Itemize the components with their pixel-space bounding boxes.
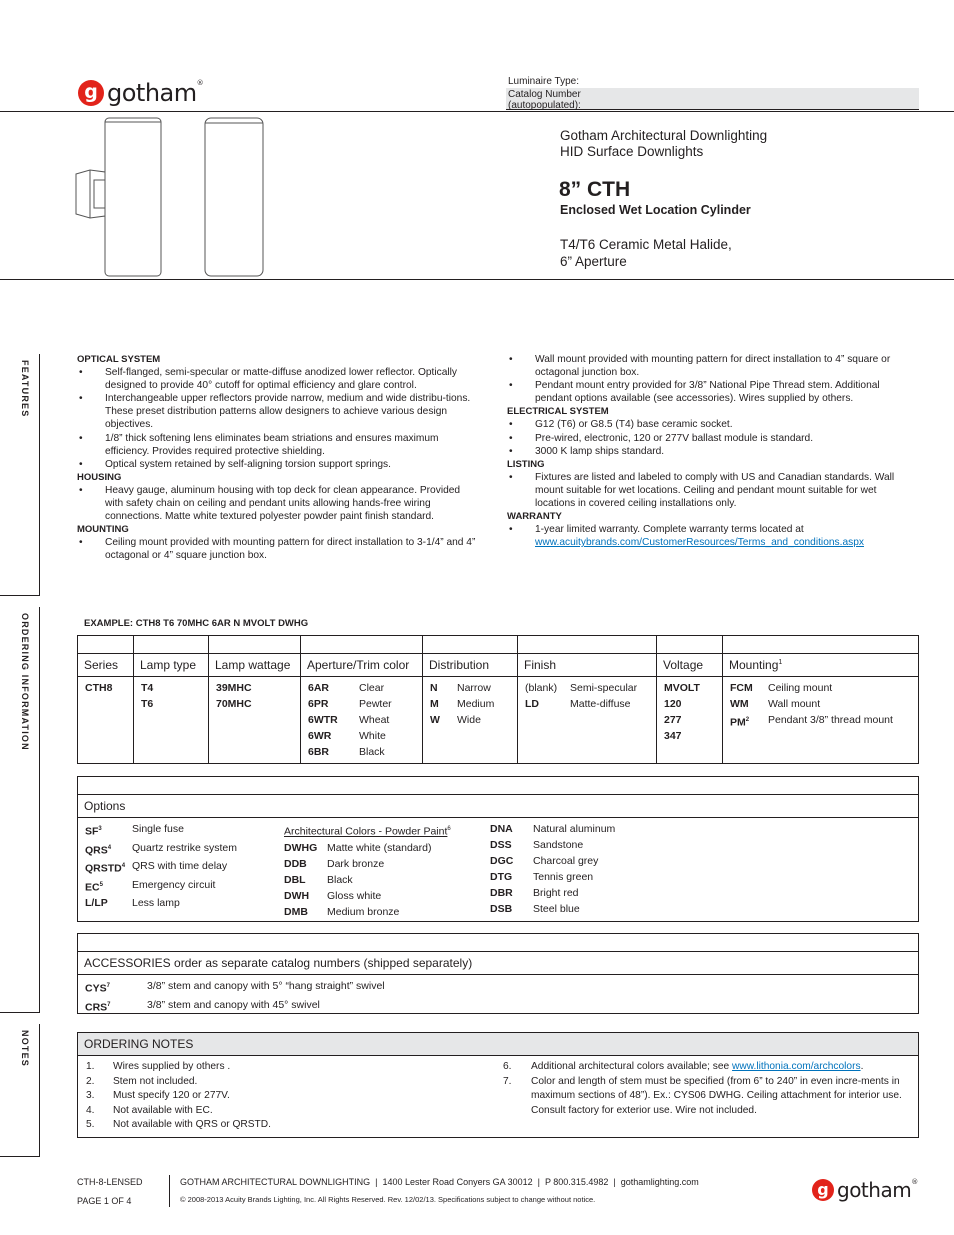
distribution-desc: Wide <box>457 714 481 726</box>
col-header-wrap <box>657 654 722 677</box>
series-values <box>78 677 133 699</box>
warranty-text: 1-year limited warranty. Complete warranty terms located at <box>535 524 804 536</box>
footer-page: PAGE 1 OF 4 <box>77 1196 132 1206</box>
mounting-code <box>730 696 768 712</box>
feature-bullet: • Pre-wired, electronic, 120 or 277V ballast module is standard. <box>507 432 917 445</box>
trim-row <box>308 696 415 712</box>
header-distribution: Distribution <box>423 654 517 677</box>
option-row <box>85 840 285 859</box>
luminaire-type-label: Luminaire Type: <box>508 76 579 87</box>
feature-bullet: • Wall mount provided with mounting pattern for direct installation to 4” square or octagonal junction box. <box>507 353 917 379</box>
color-desc: Bright red <box>533 887 579 899</box>
gotham-logo-mark: g <box>78 80 104 106</box>
color-row <box>490 837 710 853</box>
color-desc: Gloss white <box>327 889 382 902</box>
voltage-code: 347 <box>664 730 682 742</box>
color-desc: Sandstone <box>533 839 584 851</box>
option-code-text: EC <box>85 881 100 893</box>
mounting-desc: Wall mount <box>768 698 821 710</box>
logo-reg: ® <box>196 79 204 87</box>
trim-row <box>308 744 415 760</box>
color-row <box>284 872 484 888</box>
color-desc: Medium bronze <box>327 905 400 918</box>
trim-desc: Clear <box>359 682 385 694</box>
note-text: Stem not included. <box>113 1075 198 1087</box>
product-subtitle: Enclosed Wet Location Cylinder <box>560 203 751 217</box>
accessories-bar <box>78 934 918 952</box>
distribution-desc: Medium <box>457 698 495 710</box>
header-mounting-label: Mounting <box>729 658 779 672</box>
wattage-code: 39MHC <box>216 682 252 694</box>
feature-bullet <box>507 523 917 549</box>
arch-colors-1 <box>284 821 484 920</box>
feature-bullet: • Pendant mount entry provided for 3/8” National Pipe Thread stem. Additional pendant options available (see accessories). Wires supplied by others. <box>507 379 917 405</box>
option-row <box>85 895 285 911</box>
mounting-row <box>730 712 911 731</box>
accessory-desc: 3/8” stem and canopy with 45° swivel <box>147 998 320 1011</box>
header-finish: Finish <box>518 654 656 677</box>
wattage-code: 70MHC <box>216 698 252 710</box>
footer-logo-word <box>837 1178 918 1202</box>
feature-bullet: • Optical system retained by self-aligning torsion support springs. <box>77 458 481 471</box>
mounting-row <box>730 680 911 696</box>
distribution-code: W <box>430 714 440 726</box>
col-bar <box>723 636 918 654</box>
option-desc: Less lamp <box>132 897 180 909</box>
color-desc: Charcoal grey <box>533 855 599 867</box>
color-code: DDB <box>284 857 307 870</box>
color-desc: Black <box>327 873 353 886</box>
ordering-table <box>77 635 919 764</box>
lamp-type-values <box>134 677 208 715</box>
option-code-text: QRSTD <box>85 862 122 875</box>
distribution-code: M <box>430 698 439 710</box>
finish-desc: Semi-specular <box>570 682 638 694</box>
col-header-wrap <box>723 654 918 677</box>
col-mounting <box>723 636 918 763</box>
arch-colors-heading <box>284 821 484 840</box>
mounting-heading: MOUNTING <box>77 524 129 536</box>
color-desc: Dark bronze <box>327 857 385 870</box>
col-header-wrap <box>134 654 208 677</box>
finish-code: (blank) <box>525 682 558 694</box>
note-num: 1. <box>86 1061 95 1072</box>
mounting-desc: Pendant 3/8” thread mount <box>768 714 893 726</box>
note-row <box>86 1089 486 1104</box>
footer-doc-id: CTH-8-LENSED <box>77 1177 143 1187</box>
note-num: 2. <box>86 1075 95 1087</box>
header-lamp-type: Lamp type <box>134 654 208 677</box>
trim-row <box>308 680 415 696</box>
color-code: DWHG <box>284 841 318 854</box>
note-row <box>503 1075 915 1119</box>
side-tab-features-label: FEATURES <box>20 360 30 418</box>
header-voltage: Voltage <box>657 654 722 677</box>
distribution-code: N <box>430 682 438 694</box>
col-header-wrap <box>78 654 133 677</box>
distribution-values <box>423 677 517 731</box>
note-row <box>86 1075 486 1090</box>
options-list <box>85 821 285 911</box>
arch-colors-heading-text: Architectural Colors - Powder Paint <box>284 825 448 838</box>
header-rule-bottom <box>0 279 954 280</box>
note-text: Not available with EC. <box>113 1104 213 1116</box>
color-desc: Tennis green <box>533 871 594 883</box>
trim-desc: Wheat <box>359 714 390 726</box>
color-row <box>490 885 710 901</box>
feature-bullet: • 1/8” thick softening lens eliminates beam striations and ensures maximum efficiency. Provides required protective shielding. <box>77 432 481 458</box>
note6-text: Additional architectural colors available; see <box>531 1061 733 1072</box>
color-code: DGC <box>490 855 514 867</box>
wattage-values <box>209 677 300 715</box>
electrical-heading: ELECTRICAL SYSTEM <box>507 406 609 418</box>
side-tab-ordering <box>0 607 40 1013</box>
trim-code: 6PR <box>308 698 329 710</box>
footer-logo <box>812 1178 918 1202</box>
product-line2: HID Surface Downlights <box>560 144 704 159</box>
color-code: DSB <box>490 903 513 915</box>
option-desc: Quartz restrike system <box>132 841 238 854</box>
finish-code: LD <box>525 698 539 710</box>
housing-heading: HOUSING <box>77 471 122 483</box>
finish-row <box>525 696 649 712</box>
color-row <box>284 840 484 856</box>
logo-word-text: gotham <box>107 79 197 107</box>
mounting-code-text: FCM <box>730 682 753 694</box>
color-desc: Natural aluminum <box>533 823 616 835</box>
trim-desc: Pewter <box>359 698 392 710</box>
option-code <box>85 895 132 911</box>
ordering-example: EXAMPLE: CTH8 T6 70MHC 6AR N MVOLT DWHG <box>84 618 309 629</box>
accessories-values <box>78 975 918 1018</box>
note-num: 7. <box>503 1075 512 1087</box>
listing-heading: LISTING <box>507 458 545 470</box>
accessory-sup: 7 <box>107 1001 111 1008</box>
option-desc: Emergency circuit <box>132 878 216 891</box>
header-mounting-sup: 1 <box>778 659 783 666</box>
col-header-wrap <box>518 654 656 677</box>
distribution-row <box>430 712 510 728</box>
col-bar <box>134 636 208 654</box>
header-series: Series <box>78 654 133 677</box>
option-row <box>85 858 285 877</box>
options-bar <box>78 777 918 795</box>
gotham-logo-word <box>107 79 203 107</box>
note-text: Not available with QRS or QRSTD. <box>113 1119 271 1131</box>
note-text <box>531 1060 863 1075</box>
color-desc: Steel blue <box>533 903 580 915</box>
arch-colors-2 <box>490 821 710 917</box>
option-row <box>85 821 285 840</box>
col-voltage <box>657 636 723 763</box>
option-sup: 5 <box>99 881 103 888</box>
mounting-values <box>723 677 918 734</box>
option-sup: 4 <box>107 844 112 851</box>
header-mounting <box>723 654 918 677</box>
series-code: CTH8 <box>85 682 113 694</box>
color-code: DBR <box>490 887 513 899</box>
color-code: DBL <box>284 873 306 886</box>
option-code <box>85 858 132 877</box>
ordering-notes <box>77 1032 919 1138</box>
feature-bullet: • Fixtures are listed and labeled to comply with US and Canadian standards. Wall mount suitable for wet locations. Ceiling and pendant mount suitable for wet locations in covered ceiling installations only. <box>507 471 917 510</box>
archcolors-link[interactable]: www.lithonia.com/archcolors <box>732 1061 861 1072</box>
note-row <box>86 1060 486 1075</box>
mounting-sup: 2 <box>745 717 750 723</box>
note6-end: . <box>860 1061 864 1072</box>
warranty-heading: WARRANTY <box>507 511 562 523</box>
color-row <box>284 856 484 872</box>
color-code: DWH <box>284 889 310 902</box>
color-row <box>490 869 710 885</box>
mounting-code <box>730 712 768 731</box>
mounting-desc: Ceiling mount <box>768 682 833 694</box>
color-code: DMB <box>284 905 308 918</box>
product-line1: Gotham Architectural Downlighting <box>560 128 768 143</box>
color-code: DSS <box>490 839 512 851</box>
accessory-code-text: CRS <box>85 1001 108 1013</box>
note-text: Color and length of stem must be specified (from 6” to 240” in even incre-ments in maximum sections of 48”). Ex.: CYS06 DWHG. Ceiling attachment for interior use. Consult factory for exterior use. Wire not included. <box>531 1075 902 1116</box>
mounting-code-text: PM <box>730 716 746 729</box>
option-code <box>85 877 132 896</box>
option-sup: 3 <box>98 826 102 832</box>
side-tab-notes-label: NOTES <box>20 1030 30 1068</box>
option-code-text: L/LP <box>85 897 108 909</box>
trim-row <box>308 712 415 728</box>
color-row <box>490 901 710 917</box>
option-desc: QRS with time delay <box>132 860 228 872</box>
product-desc2: 6” Aperture <box>560 254 627 269</box>
accessory-row <box>85 978 911 997</box>
catalog-number-label: Catalog Number <box>508 89 581 100</box>
header-wattage: Lamp wattage <box>209 654 300 677</box>
finish-values <box>518 677 656 715</box>
footer-logo-word-text: gotham <box>837 1178 912 1202</box>
col-lamp-type <box>134 636 209 763</box>
optical-heading: OPTICAL SYSTEM <box>77 354 161 365</box>
page-title: 8” CTH <box>559 178 631 201</box>
trim-code: 6WTR <box>308 714 338 726</box>
distribution-row <box>430 696 510 712</box>
feature-bullet: • 3000 K lamp ships standard. <box>507 445 917 458</box>
notes-left <box>86 1060 486 1133</box>
option-desc: Single fuse <box>132 823 184 835</box>
trim-code: 6AR <box>308 682 330 694</box>
option-code <box>85 821 132 840</box>
lamp-type-code: T4 <box>141 682 154 694</box>
col-header-wrap <box>209 654 300 677</box>
trim-values <box>301 677 422 763</box>
trim-code: 6WR <box>308 730 332 742</box>
options-table <box>77 776 919 922</box>
trim-code: 6BR <box>308 746 330 758</box>
finish-row <box>525 680 649 696</box>
options-values <box>78 818 918 918</box>
col-header-wrap <box>301 654 422 677</box>
finish-desc: Matte-diffuse <box>570 698 631 710</box>
gotham-logo <box>78 79 203 107</box>
color-code: DNA <box>490 823 513 835</box>
col-series <box>78 636 134 763</box>
footer-address: GOTHAM ARCHITECTURAL DOWNLIGHTING | 1400 Lester Road Conyers GA 30012 | P 800.315.4982 | gothamlighting.com <box>180 1177 699 1187</box>
distribution-desc: Narrow <box>457 682 491 694</box>
options-header: Options <box>78 795 918 818</box>
note-num: 6. <box>503 1061 512 1072</box>
product-desc1: T4/T6 Ceramic Metal Halide, <box>560 237 732 252</box>
note-row <box>503 1060 915 1075</box>
col-distribution <box>423 636 518 763</box>
accessory-code <box>85 978 147 997</box>
option-code-text: QRS <box>85 844 108 856</box>
trim-desc: White <box>359 730 386 742</box>
option-code-text: SF <box>85 825 99 838</box>
col-bar <box>423 636 517 654</box>
color-row <box>284 904 484 920</box>
header-rule-top <box>0 111 954 112</box>
side-tab-features <box>0 354 40 596</box>
feature-bullet: • Heavy gauge, aluminum housing with top deck for clean appearance. Provided with safety chain on ceiling and pendant units allowing hands-free wiring connections. Matte white textured polyester powder paint finish standard. <box>77 484 481 523</box>
col-bar <box>78 636 133 654</box>
note-row <box>86 1118 486 1133</box>
note-num: 3. <box>86 1090 95 1102</box>
voltage-code: 277 <box>664 714 682 726</box>
col-trim <box>301 636 423 763</box>
trim-desc: Black <box>359 746 385 758</box>
option-sup: 4 <box>121 863 126 869</box>
mounting-code <box>730 680 768 696</box>
note-num: 4. <box>86 1104 95 1116</box>
header-trim: Aperture/Trim color <box>301 654 422 677</box>
feature-bullet: • Self-flanged, semi-specular or matte-diffuse anodized lower reflector. Optically designed to provide 40° cutoff for optimal efficiency and glare control. <box>77 366 481 392</box>
footer-copyright: © 2008-2013 Acuity Brands Lighting, Inc. All Rights Reserved. Rev. 12/02/13. Specifications subject to change without notice. <box>180 1195 596 1204</box>
note-num: 5. <box>86 1119 95 1131</box>
product-image <box>70 114 270 279</box>
mounting-row <box>730 696 911 712</box>
col-wattage <box>209 636 301 763</box>
features-right-column <box>507 353 917 549</box>
voltage-code: 120 <box>664 698 682 710</box>
color-row <box>490 853 710 869</box>
accessory-desc: 3/8” stem and canopy with 5° “hang straight” swivel <box>147 980 385 992</box>
autopopulated-label: (autopopulated): <box>508 100 581 111</box>
footer-divider <box>169 1175 170 1207</box>
option-code <box>85 840 132 859</box>
col-bar <box>657 636 722 654</box>
option-row <box>85 877 285 896</box>
col-bar <box>301 636 422 654</box>
notes-right <box>503 1060 915 1118</box>
color-desc: Matte white (standard) <box>327 841 432 854</box>
warranty-link[interactable]: www.acuitybrands.com/CustomerResources/Terms_and_conditions.aspx <box>535 537 864 549</box>
accessory-sup: 7 <box>106 983 110 989</box>
footer-logo-mark: g <box>812 1179 834 1201</box>
accessory-code-text: CYS <box>85 982 107 995</box>
trim-row <box>308 728 415 744</box>
feature-bullet: • Interchangeable upper reflectors provide narrow, medium and wide distribu-tions. These preset distribution patterns allow designers to achieve various design objectives. <box>77 392 481 431</box>
color-row <box>284 888 484 904</box>
accessories-table <box>77 933 919 1014</box>
note-row <box>86 1104 486 1119</box>
side-tab-ordering-label: ORDERING INFORMATION <box>20 613 30 751</box>
lamp-type-code: T6 <box>141 698 154 710</box>
arch-colors-sup: 6 <box>447 826 451 832</box>
accessories-header: ACCESSORIES order as separate catalog numbers (shipped separately) <box>78 952 918 975</box>
voltage-values <box>657 677 722 747</box>
col-bar <box>209 636 300 654</box>
feature-bullet: • G12 (T6) or G8.5 (T4) base ceramic socket. <box>507 418 917 431</box>
color-row <box>490 821 710 837</box>
features-left-column <box>77 353 481 563</box>
mounting-code-text: WM <box>730 698 749 710</box>
ordering-notes-title: ORDERING NOTES <box>78 1033 918 1056</box>
voltage-code: MVOLT <box>664 682 700 694</box>
feature-bullet: • Ceiling mount provided with mounting pattern for direct installation to 3-1/4” and 4” octagonal or 4” square junction box. <box>77 536 481 562</box>
note-text: Must specify 120 or 277V. <box>113 1090 230 1102</box>
col-bar <box>518 636 656 654</box>
side-tab-notes <box>0 1024 40 1157</box>
note-text: Wires supplied by others . <box>113 1061 231 1072</box>
col-finish <box>518 636 657 763</box>
footer-logo-reg: ® <box>911 1178 918 1186</box>
accessory-code <box>85 997 147 1016</box>
col-header-wrap <box>423 654 517 677</box>
distribution-row <box>430 680 510 696</box>
accessory-row <box>85 997 911 1016</box>
ordering-columns <box>78 636 918 763</box>
color-code: DTG <box>490 871 513 883</box>
